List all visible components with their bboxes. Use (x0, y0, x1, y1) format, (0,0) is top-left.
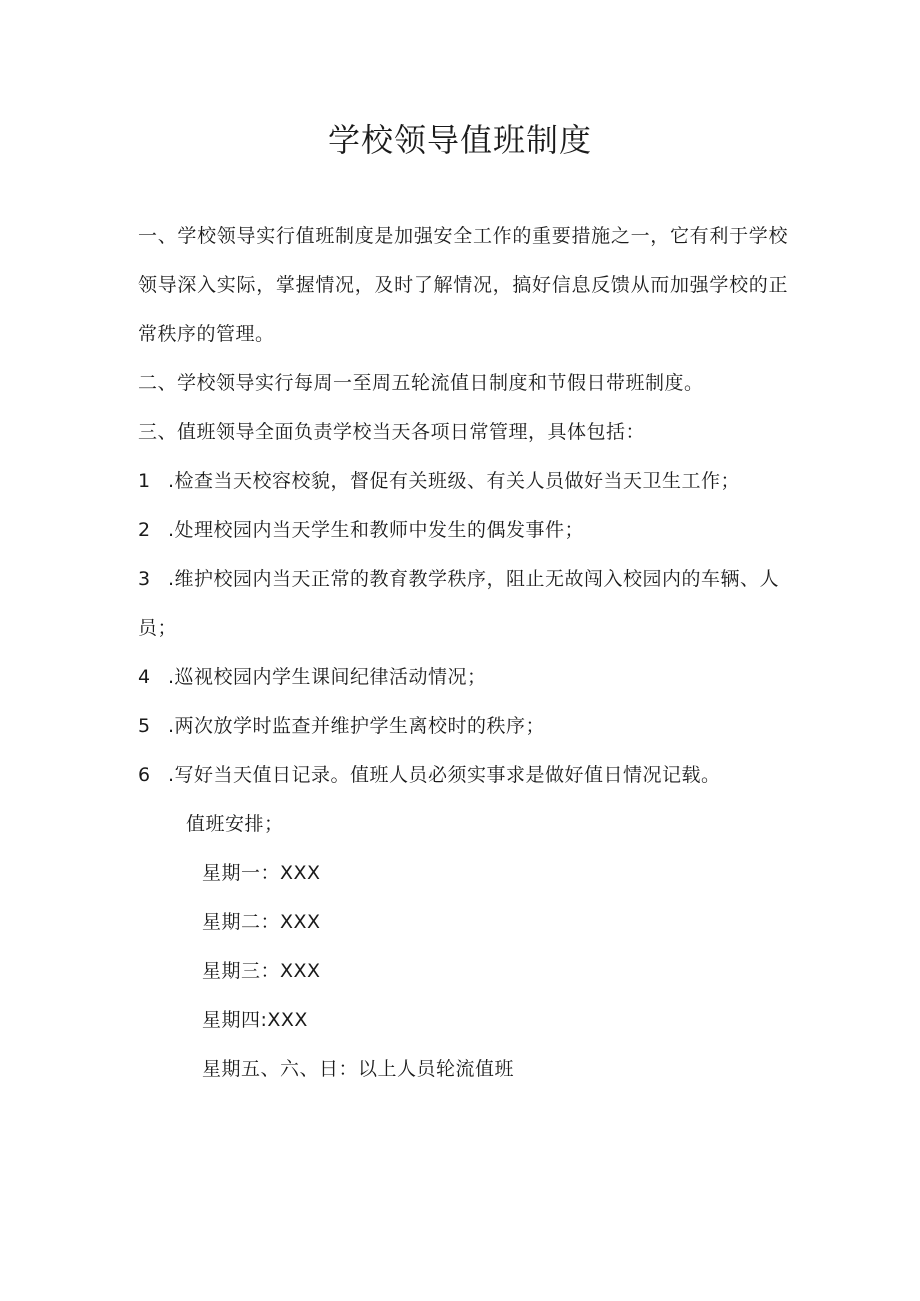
schedule-row-weekend: 星期五、六、日：以上人员轮流值班 (202, 1058, 515, 1080)
schedule-row-tuesday: 星期二：XXX (202, 911, 321, 933)
list-item (138, 751, 788, 800)
schedule-row-thursday: 星期四:XXX (202, 1009, 308, 1031)
schedule-row-wednesday: 星期三：XXX (202, 960, 321, 982)
list-item-number: 5 (138, 715, 151, 737)
list-item-text: .处理校园内当天学生和教师中发生的偶发事件； (168, 519, 585, 541)
list-item-text: .维护校园内当天正常的教育教学秩序，阻止无故闯入校园内的车辆、人员； (138, 568, 780, 639)
list-item-number: 4 (138, 666, 151, 688)
document-body (138, 212, 788, 1094)
list-item-text: .检查当天校容校貌，督促有关班级、有关人员做好当天卫生工作； (168, 470, 741, 492)
list-item-number: 1 (138, 470, 151, 492)
schedule-heading: 值班安排； (186, 813, 284, 835)
list-item (138, 457, 788, 506)
list-item (138, 702, 788, 751)
list-item (138, 653, 788, 702)
list-item-text: .两次放学时监查并维护学生离校时的秩序； (168, 715, 546, 737)
list-item-number: 6 (138, 764, 151, 786)
list-item-text: .写好当天值日记录。值班人员必须实事求是做好值日情况记载。 (168, 764, 721, 786)
document-title: 学校领导值班制度 (327, 121, 592, 159)
paragraph-2: 二、学校领导实行每周一至周五轮流值日制度和节假日带班制度。 (138, 372, 704, 394)
list-item (138, 506, 788, 555)
list-item (138, 555, 788, 653)
list-item-number: 2 (138, 519, 151, 541)
list-item-text: .巡视校园内学生课间纪律活动情况； (168, 666, 487, 688)
list-item-number: 3 (138, 568, 151, 590)
paragraph-3: 三、值班领导全面负责学校当天各项日常管理，具体包括： (138, 421, 646, 443)
schedule-row-monday: 星期一：XXX (202, 862, 321, 884)
paragraph-1: 一、学校领导实行值班制度是加强安全工作的重要措施之一，它有利于学校领导深入实际，掌握情况，及时了解情况，搞好信息反馈从而加强学校的正常秩序的管理。 (138, 225, 788, 345)
